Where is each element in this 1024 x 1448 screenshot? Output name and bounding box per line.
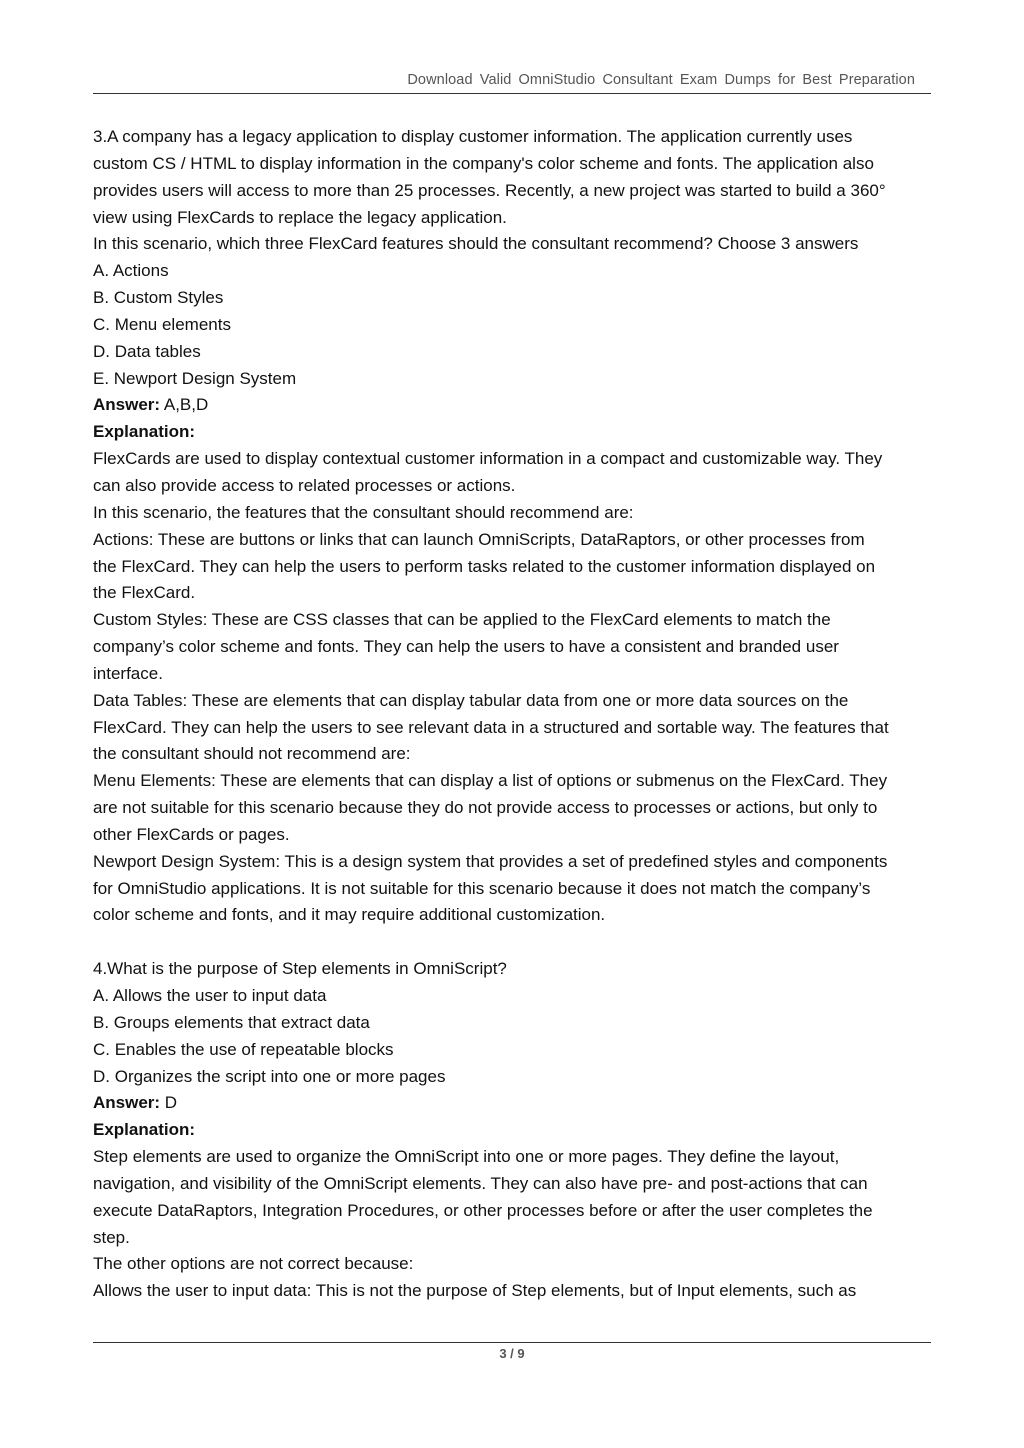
explanation-line: the FlexCard. They can help the users to perform tasks related to the customer information displayed on bbox=[93, 556, 876, 576]
explanation-line: navigation, and visibility of the OmniScript elements. They can also have pre- and post-actions that can bbox=[93, 1173, 868, 1193]
explanation-line: other FlexCards or pages. bbox=[93, 824, 290, 844]
explanation-line: Allows the user to input data: This is not the purpose of Step elements, but of Input elements, such as bbox=[93, 1281, 857, 1301]
explanation-line: color scheme and fonts, and it may require additional customization. bbox=[93, 905, 606, 925]
explanation-line: Custom Styles: These are CSS classes that can be applied to the FlexCard elements to match the bbox=[93, 610, 831, 630]
explanation-line: can also provide access to related processes or actions. bbox=[93, 475, 516, 495]
question-text-line: view using FlexCards to replace the legacy application. bbox=[93, 207, 507, 227]
explanation-line: step. bbox=[93, 1227, 130, 1247]
explanation-line: the FlexCard. bbox=[93, 583, 196, 603]
footer-divider bbox=[93, 1342, 931, 1343]
explanation-line: company’s color scheme and fonts. They can help the users to have a consistent and branded user bbox=[93, 637, 839, 657]
section-spacer bbox=[93, 929, 933, 956]
explanation-line: are not suitable for this scenario because they do not provide access to processes or actions, but only to bbox=[93, 798, 878, 818]
explanation-line: FlexCards are used to display contextual customer information in a compact and customizable way. They bbox=[93, 449, 883, 469]
explanation-line: Menu Elements: These are elements that can display a list of options or submenus on the FlexCard. They bbox=[93, 771, 888, 791]
question-text-line: 4.What is the purpose of Step elements in OmniScript? bbox=[93, 959, 507, 979]
explanation-line: Newport Design System: This is a design system that provides a set of predefined styles and components bbox=[93, 851, 888, 871]
question-text-line: 3.A company has a legacy application to display customer information. The application currently uses bbox=[93, 127, 853, 146]
option-b: B. Custom Styles bbox=[93, 288, 224, 308]
option-b: B. Groups elements that extract data bbox=[93, 1012, 370, 1032]
option-d: D. Data tables bbox=[93, 341, 201, 361]
page-header-title: Download Valid OmniStudio Consultant Exam Dumps for Best Preparation bbox=[407, 72, 915, 88]
header-divider bbox=[93, 93, 931, 94]
explanation-line: interface. bbox=[93, 663, 163, 683]
question-prompt: In this scenario, which three FlexCard features should the consultant recommend? Choose 3 answers bbox=[93, 234, 859, 254]
question-3 bbox=[93, 124, 933, 929]
option-a: A. Allows the user to input data bbox=[93, 986, 327, 1005]
answer-value: D bbox=[160, 1093, 178, 1113]
question-text-line: provides users will access to more than 25 processes. Recently, a new project was started to build a 360° bbox=[93, 180, 886, 200]
question-text-line: custom CS / HTML to display information in the company's color scheme and fonts. The application also bbox=[93, 153, 874, 173]
explanation-line: the consultant should not recommend are: bbox=[93, 744, 411, 764]
explanation-line: for OmniStudio applications. It is not suitable for this scenario because it does not match the company’s bbox=[93, 878, 871, 898]
explanation-line: FlexCard. They can help the users to see relevant data in a structured and sortable way. The features that bbox=[93, 717, 889, 737]
explanation-line: The other options are not correct because: bbox=[93, 1254, 414, 1274]
answer-value: A,B,D bbox=[160, 395, 209, 415]
explanation-label: Explanation: bbox=[93, 1120, 196, 1140]
answer-label: Answer: bbox=[93, 395, 161, 415]
answer-line bbox=[93, 392, 933, 419]
explanation-line: Step elements are used to organize the OmniScript into one or more pages. They define the layout, bbox=[93, 1147, 840, 1167]
explanation-label: Explanation: bbox=[93, 422, 196, 442]
question-4 bbox=[93, 956, 933, 1305]
option-a: A. Actions bbox=[93, 261, 169, 281]
option-d: D. Organizes the script into one or more pages bbox=[93, 1066, 446, 1086]
option-c: C. Menu elements bbox=[93, 314, 231, 334]
explanation-line: execute DataRaptors, Integration Procedures, or other processes before or after the user completes the bbox=[93, 1200, 873, 1220]
answer-line bbox=[93, 1090, 933, 1117]
answer-label: Answer: bbox=[93, 1093, 161, 1113]
document-body bbox=[93, 124, 933, 1305]
explanation-line: Actions: These are buttons or links that can launch OmniScripts, DataRaptors, or other processes from bbox=[93, 529, 865, 549]
explanation-line: Data Tables: These are elements that can display tabular data from one or more data sources on the bbox=[93, 690, 849, 710]
option-c: C. Enables the use of repeatable blocks bbox=[93, 1039, 394, 1059]
explanation-line: In this scenario, the features that the consultant should recommend are: bbox=[93, 502, 634, 522]
option-e: E. Newport Design System bbox=[93, 368, 297, 388]
page-number: 3 / 9 bbox=[499, 1346, 525, 1361]
